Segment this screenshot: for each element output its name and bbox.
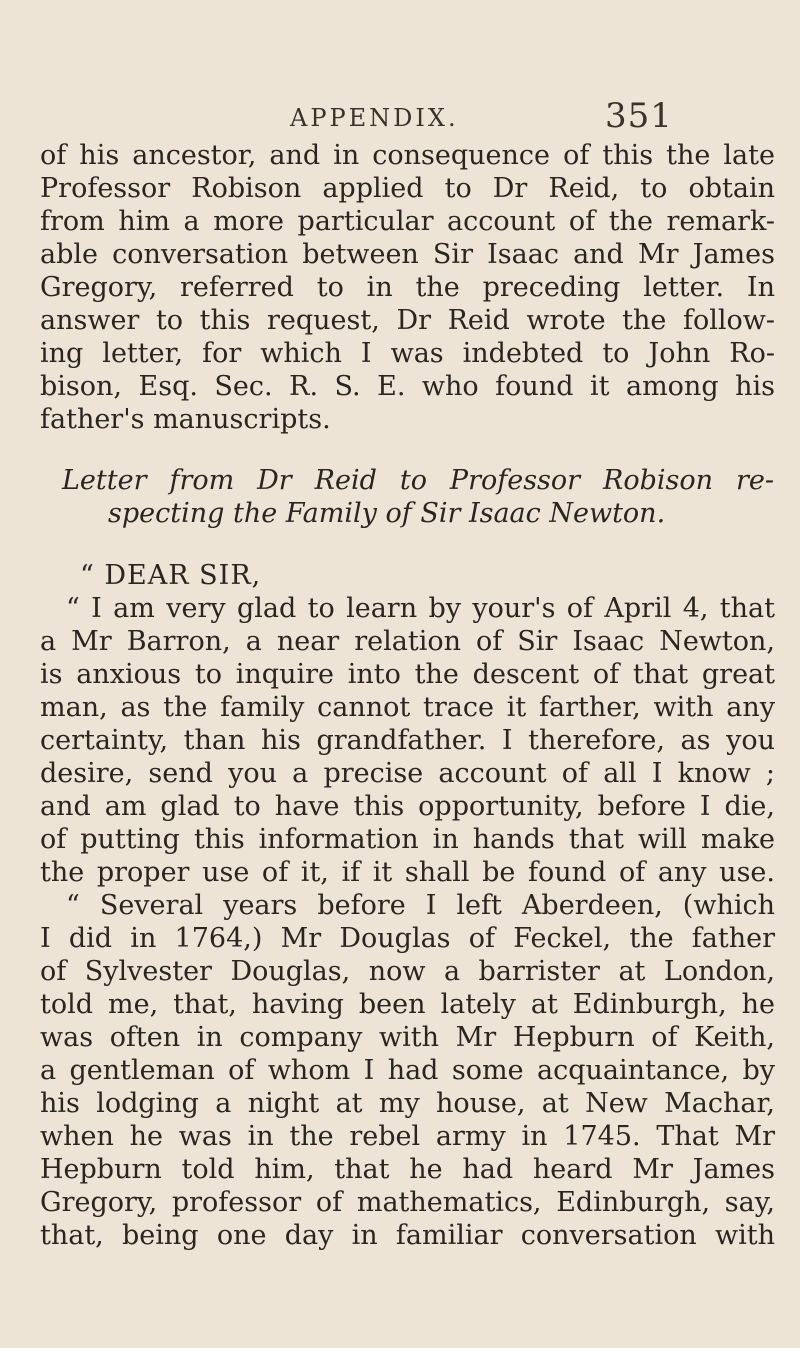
salutation: “ DEAR SIR, (80, 560, 262, 591)
text-line: is anxious to inquire into the descent of that great (40, 659, 775, 690)
text-line: of Sylvester Douglas, now a barrister at London, (40, 956, 775, 987)
text-line: father's manuscripts. (40, 404, 331, 435)
text-line: a Mr Barron, a near relation of Sir Isaac Newton, (40, 626, 775, 657)
page-header (0, 96, 800, 144)
text-line: a gentleman of whom I had some acquaintance, by (40, 1055, 775, 1086)
heading-line: Letter from Dr Reid to Professor Robison re- (62, 465, 774, 496)
text-line: man, as the family cannot trace it farther, with any (40, 692, 775, 723)
text-line: from him a more particular account of the remark- (40, 206, 775, 237)
text-line: his lodging a night at my house, at New Machar, (40, 1088, 775, 1119)
text-line: told me, that, having been lately at Edinburgh, he (40, 989, 775, 1020)
text-line: Professor Robison applied to Dr Reid, to obtain (40, 173, 775, 204)
text-line: able conversation between Sir Isaac and Mr James (40, 239, 775, 270)
text-line: I did in 1764,) Mr Douglas of Feckel, the father (40, 923, 775, 954)
text-line: answer to this request, Dr Reid wrote the follow- (40, 305, 775, 336)
text-line: that, being one day in familiar conversation with (40, 1220, 775, 1251)
text-line: “ I am very glad to learn by your's of April 4, that (66, 593, 775, 624)
running-head: APPENDIX. (290, 104, 459, 132)
text-line: Gregory, referred to in the preceding letter. In (40, 272, 775, 303)
text-line: the proper use of it, if it shall be found of any use. (40, 857, 775, 888)
text-line: desire, send you a precise account of all I know ; (40, 758, 775, 789)
heading-line: specting the Family of Sir Isaac Newton. (108, 498, 666, 529)
page-number: 351 (605, 96, 673, 136)
text-line: of putting this information in hands that will make (40, 824, 775, 855)
text-line: “ Several years before I left Aberdeen, (which (66, 890, 775, 921)
text-line: Gregory, professor of mathematics, Edinburgh, say, (40, 1187, 775, 1218)
text-line: certainty, than his grandfather. I therefore, as you (40, 725, 775, 756)
text-line: ing letter, for which I was indebted to John Ro- (40, 338, 775, 369)
text-line: bison, Esq. Sec. R. S. E. who found it among his (40, 371, 775, 402)
text-line: Hepburn told him, that he had heard Mr James (40, 1154, 775, 1185)
text-line: and am glad to have this opportunity, before I die, (40, 791, 775, 822)
text-line: when he was in the rebel army in 1745. That Mr (40, 1121, 775, 1152)
text-line: of his ancestor, and in consequence of this the late (40, 140, 775, 171)
text-line: was often in company with Mr Hepburn of Keith, (40, 1022, 775, 1053)
